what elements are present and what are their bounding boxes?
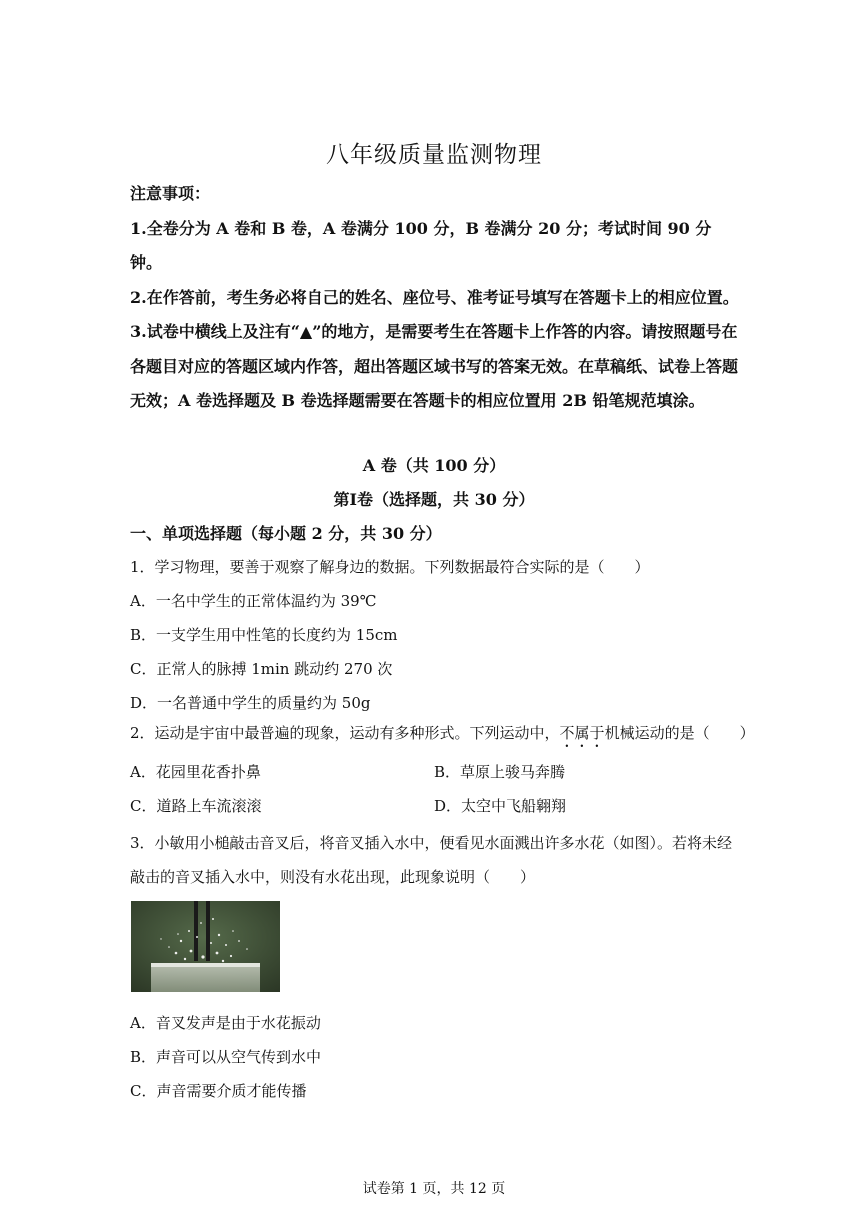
q2-stem-after: 机械运动的是（ ） <box>604 724 755 742</box>
page-title: 八年级质量监测物理 <box>326 142 542 168</box>
q2-option-d: D．太空中飞船翱翔 <box>434 797 567 815</box>
q3-option-c: C．声音需要介质才能传播 <box>130 1082 307 1100</box>
q1-option-d: D．一名普通中学生的质量约为 50g <box>130 694 371 712</box>
note-2: 2.在作答前，考生务必将自己的姓名、座位号、准考证号填写在答题卡上的相应位置。 <box>130 287 739 307</box>
notes-heading: 注意事项： <box>130 184 211 203</box>
tuning-fork-water-photo <box>131 901 280 992</box>
note-3: 3.试卷中横线上及注有“▲”的地方，是需要考生在答题卡上作答的内容。请按照题号在各题目对应的答题区域内作答，超出答题区域书写的答案无效。在草稿纸、试卷上答题无效；A 卷选择题及 B 卷选择题需要在答题卡的相应位置用 2B 铅笔规范填涂。 <box>130 322 739 410</box>
q1-option-b: B．一支学生用中性笔的长度约为 15cm <box>130 626 398 644</box>
page-footer: 试卷第 1 页，共 12 页 <box>362 1181 506 1197</box>
q2-stem-before: 2．运动是宇宙中最普遍的现象，运动有多种形式。下列运动中， <box>130 724 560 742</box>
volume-a-heading: A 卷（共 100 分） <box>362 456 506 475</box>
q3-stem: 3．小敏用小槌敲击音叉后，将音叉插入水中，便看见水面溅出许多水花（如图）。若将未经敲击的音叉插入水中，则没有水花出现，此现象说明（ ） <box>130 834 733 886</box>
q1-option-c: C．正常人的脉搏 1min 跳动约 270 次 <box>130 660 393 678</box>
note-1: 1.全卷分为 A 卷和 B 卷，A 卷满分 100 分，B 卷满分 20 分；考试时间 90 分钟。 <box>130 218 712 272</box>
q2-stem <box>130 722 755 751</box>
q3-option-b: B．声音可以从空气传到水中 <box>130 1048 322 1066</box>
q2-stem-emphasis: 不属于 <box>559 724 605 742</box>
q1-stem: 1．学习物理，要善于观察了解身边的数据。下列数据最符合实际的是（ ） <box>130 558 650 576</box>
q1-option-a: A．一名中学生的正常体温约为 39℃ <box>130 592 377 610</box>
section1-heading: 一、单项选择题（每小题 2 分，共 30 分） <box>130 524 442 543</box>
q2-option-a: A．花园里花香扑鼻 <box>130 763 261 781</box>
q2-option-b: B．草原上骏马奔腾 <box>434 763 566 781</box>
q2-option-c: C．道路上车流滚滚 <box>130 797 262 815</box>
part1-heading: 第Ⅰ卷（选择题，共 30 分） <box>333 490 535 509</box>
notes-block <box>130 177 740 419</box>
q3-option-a: A．音叉发声是由于水花振动 <box>130 1014 321 1032</box>
